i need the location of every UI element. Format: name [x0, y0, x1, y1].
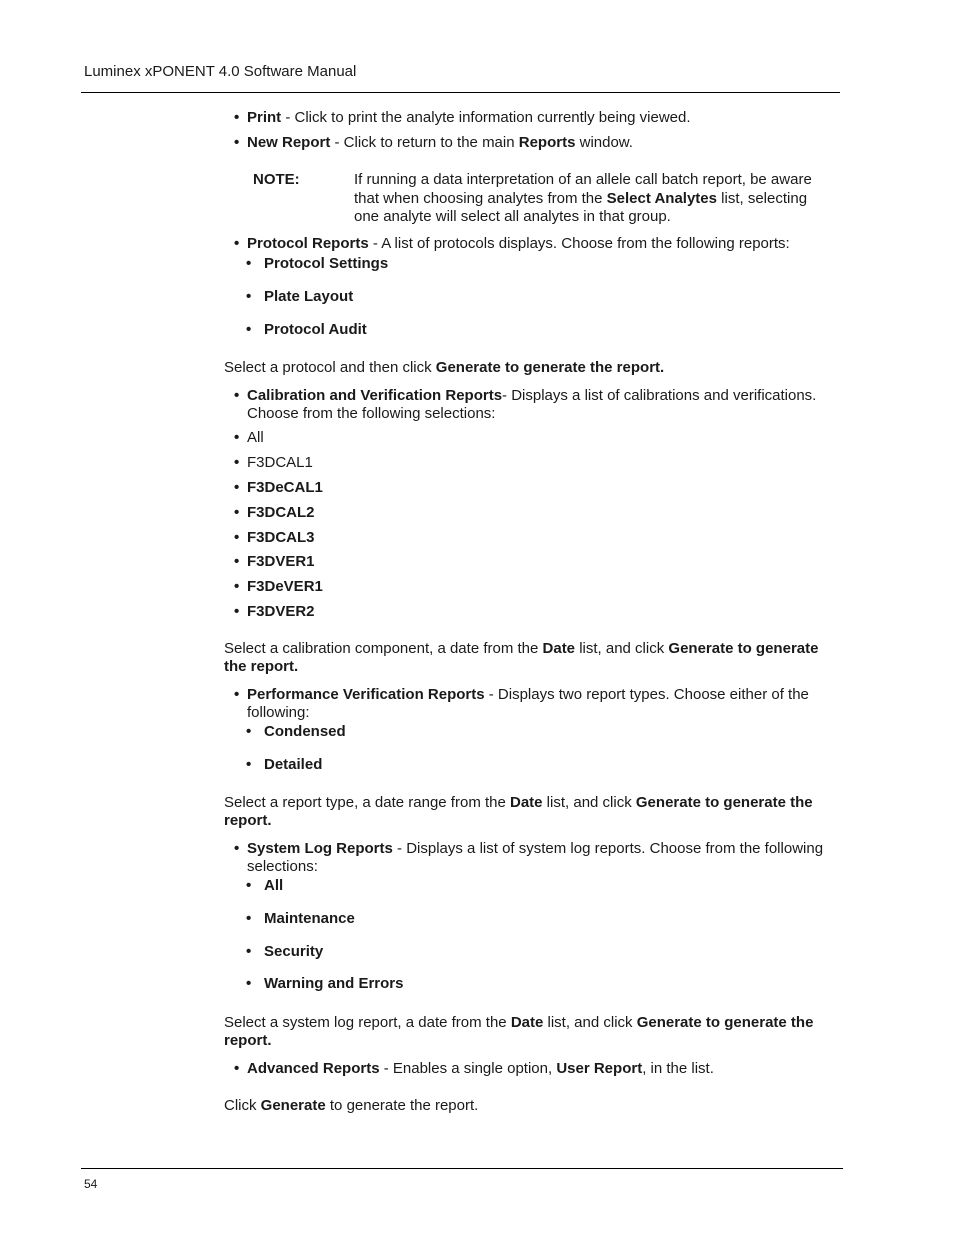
new-report-label: New Report: [247, 134, 331, 151]
bullet: •: [234, 235, 240, 252]
print-description: - Click to print the analyte information currently being viewed.: [281, 109, 691, 126]
note-body: If running a data interpretation of an allele call batch report, be aware that when choosing analytes from the Select Analytes list, selecting one analyte will select all analytes in that group.: [354, 171, 812, 225]
footer-divider: [81, 1168, 843, 1169]
running-header: Luminex xPONENT 4.0 Software Manual: [84, 63, 357, 80]
print-label: Print: [247, 109, 282, 126]
bullet: •: [234, 109, 240, 126]
bullet: •: [234, 134, 240, 151]
note-label: NOTE:: [253, 171, 300, 188]
page-number: 54: [84, 1177, 98, 1191]
header-divider: [81, 92, 840, 93]
